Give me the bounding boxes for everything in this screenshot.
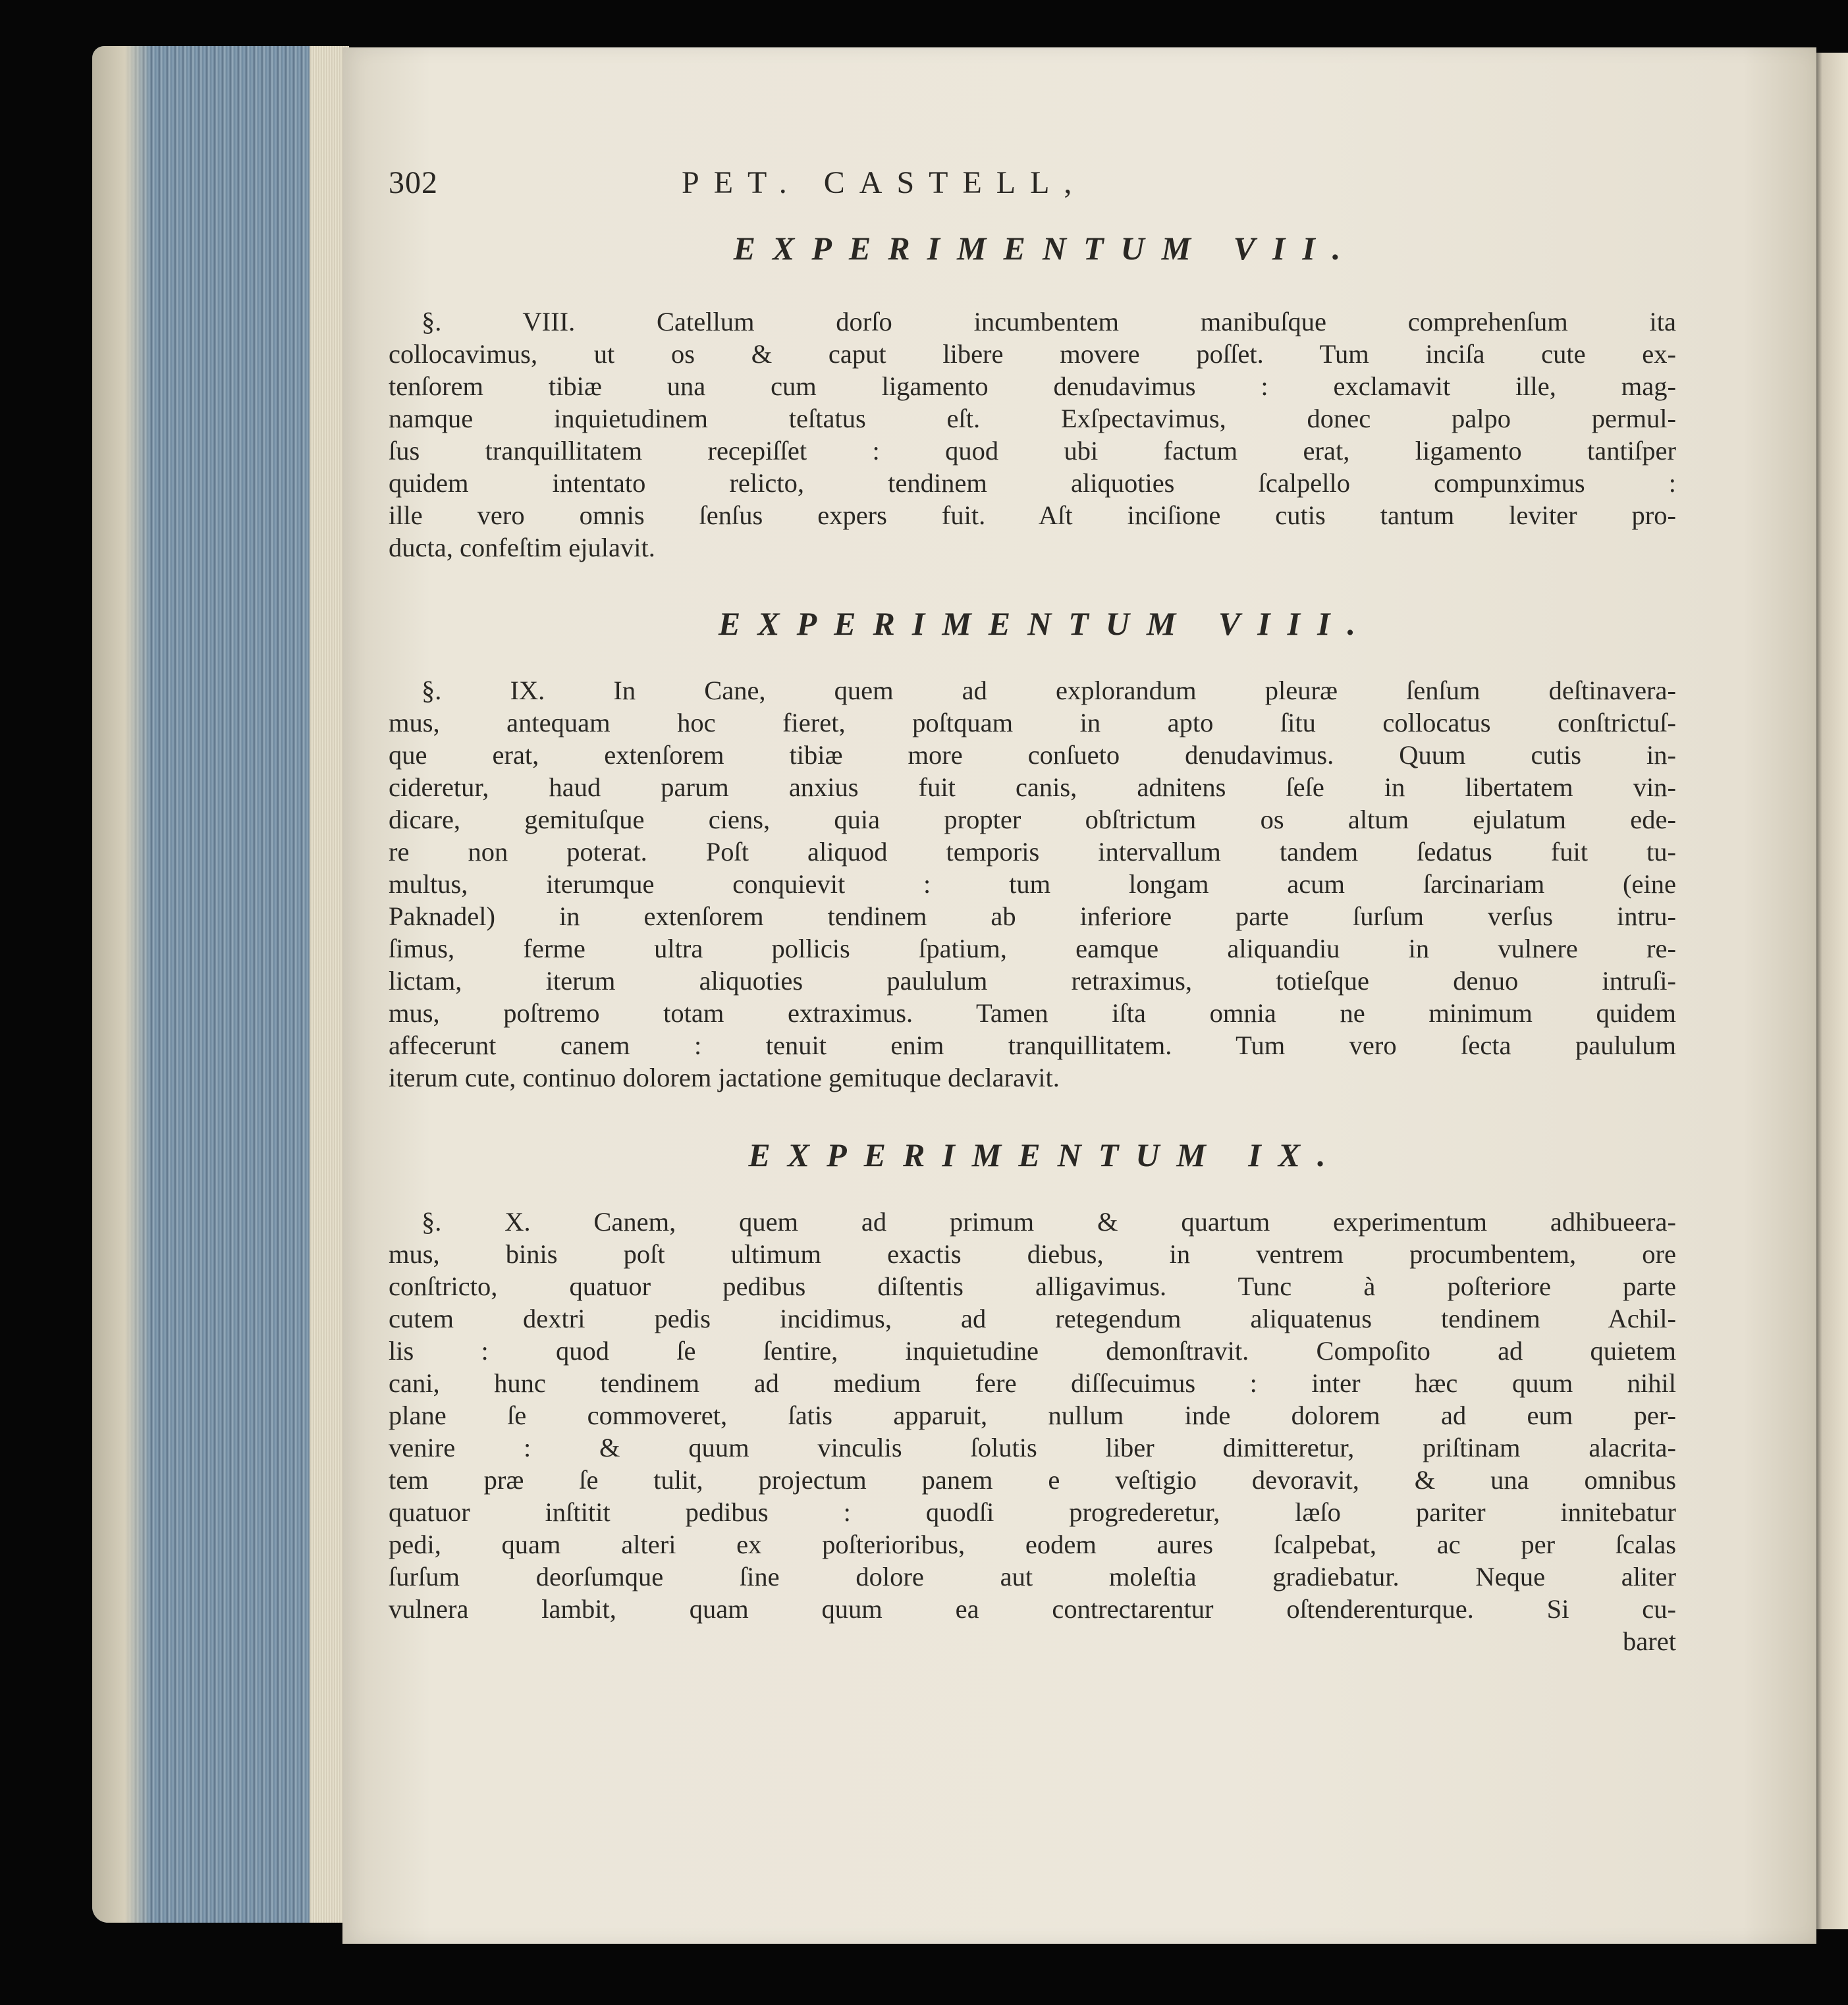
- book-fore-edge: [92, 46, 349, 1923]
- text-line: §. IX. In Cane, quem ad explorandum pleuræ ſenſum deſtinavera-: [421, 676, 1676, 705]
- running-head: [389, 165, 1676, 211]
- text-line: iterum cute, continuo dolorem jactatione gemituque declaravit.: [389, 1063, 1060, 1092]
- text-line: plane ſe commoveret, ſatis apparuit, nullum inde dolorem ad eum per-: [389, 1401, 1676, 1430]
- text-line: ſurſum deorſumque ſine dolore aut moleſtia gradiebatur. Neque aliter: [389, 1562, 1676, 1591]
- text-line: ille vero omnis ſenſus expers fuit. Aſt inciſione cutis tantum leviter pro-: [389, 500, 1676, 530]
- catchword: baret: [1623, 1626, 1676, 1656]
- paragraph: [389, 1206, 1676, 1625]
- text-line: tem præ ſe tulit, projectum panem e veſtigio devoravit, & una omnibus: [389, 1465, 1676, 1495]
- text-line: cideretur, haud parum anxius fuit canis, adnitens ſeſe in libertatem vin-: [389, 772, 1676, 802]
- section-heading: EXPERIMENTUM VII.: [733, 230, 1358, 267]
- text-line: mus, binis poſt ultimum exactis diebus, in ventrem procumbentem, ore: [389, 1239, 1676, 1269]
- text-line: dicare, gemituſque ciens, quia propter obſtrictum os altum ejulatum ede-: [389, 805, 1676, 834]
- text-line: mus, poſtremo totam extraximus. Tamen iſta omnia ne minimum quidem: [389, 998, 1676, 1028]
- paragraph: [389, 306, 1676, 564]
- text-line: venire : & quum vinculis ſolutis liber dimitteretur, priſtinam alacrita-: [389, 1433, 1676, 1462]
- text-line: que erat, extenſorem tibiæ more conſueto denudavimus. Quum cutis in-: [389, 740, 1676, 770]
- text-line: collocavimus, ut os & caput libere movere poſſet. Tum inciſa cute ex-: [389, 339, 1676, 369]
- text-line: lictam, iterum aliquoties paululum retraximus, totieſque denuo intruſi-: [389, 966, 1676, 996]
- text-line: §. X. Canem, quem ad primum & quartum experimentum adhibueera-: [421, 1207, 1676, 1237]
- text-line: §. VIII. Catellum dorſo incumbentem manibuſque comprehenſum ita: [421, 307, 1676, 336]
- section-heading: EXPERIMENTUM IX.: [748, 1136, 1343, 1173]
- page-text-block: [389, 165, 1676, 1657]
- paragraph: [389, 674, 1676, 1094]
- text-line: Paknadel) in extenſorem tendinem ab inferiore parte ſurſum verſus intru-: [389, 901, 1676, 931]
- text-line: vulnera lambit, quam quum ea contrectarentur oſtenderenturque. Si cu-: [389, 1594, 1676, 1624]
- text-line: lis : quod ſe ſentire, inquietudine demonſtravit. Compoſito ad quietem: [389, 1336, 1676, 1366]
- text-line: cani, hunc tendinem ad medium fere diſſecuimus : inter hæc quum nihil: [389, 1368, 1676, 1398]
- text-line: quatuor inſtitit pedibus : quodſi progrederetur, læſo pariter innitebatur: [389, 1497, 1676, 1527]
- text-line: namque inquietudinem teſtatus eſt. Exſpectavimus, donec palpo permul-: [389, 404, 1676, 433]
- text-line: ſus tranquillitatem recepiſſet : quod ubi factum erat, ligamento tantiſper: [389, 436, 1676, 466]
- text-line: affecerunt canem : tenuit enim tranquillitatem. Tum vero ſecta paululum: [389, 1030, 1676, 1060]
- facing-page-edge: [1811, 53, 1848, 1929]
- text-line: tenſorem tibiæ una cum ligamento denudavimus : exclamavit ille, mag-: [389, 371, 1676, 401]
- page-number: 302: [389, 165, 438, 200]
- text-line: ſimus, ferme ultra pollicis ſpatium, eamque aliquandiu in vulnere re-: [389, 934, 1676, 963]
- text-line: conſtricto, quatuor pedibus diſtentis alligavimus. Tunc à poſteriore parte: [389, 1271, 1676, 1301]
- text-line: pedi, quam alteri ex poſterioribus, eodem aures ſcalpebat, ac per ſcalas: [389, 1530, 1676, 1559]
- text-line: quidem intentato relicto, tendinem aliquoties ſcalpello compunximus :: [389, 468, 1676, 498]
- text-line: ducta, confeſtim ejulavit.: [389, 533, 655, 562]
- text-line: mus, antequam hoc fieret, poſtquam in apto ſitu collocatus conſtrictuſ-: [389, 708, 1676, 737]
- section-heading: EXPERIMENTUM VIII.: [718, 605, 1373, 642]
- text-line: multus, iterumque conquievit : tum longam acum ſarcinariam (eine: [389, 869, 1676, 899]
- running-title: PET. CASTELL,: [682, 165, 1087, 200]
- text-line: cutem dextri pedis incidimus, ad retegendum aliquatenus tendinem Achil-: [389, 1304, 1676, 1333]
- text-line: re non poterat. Poſt aliquod temporis intervallum tandem ſedatus fuit tu-: [389, 837, 1676, 867]
